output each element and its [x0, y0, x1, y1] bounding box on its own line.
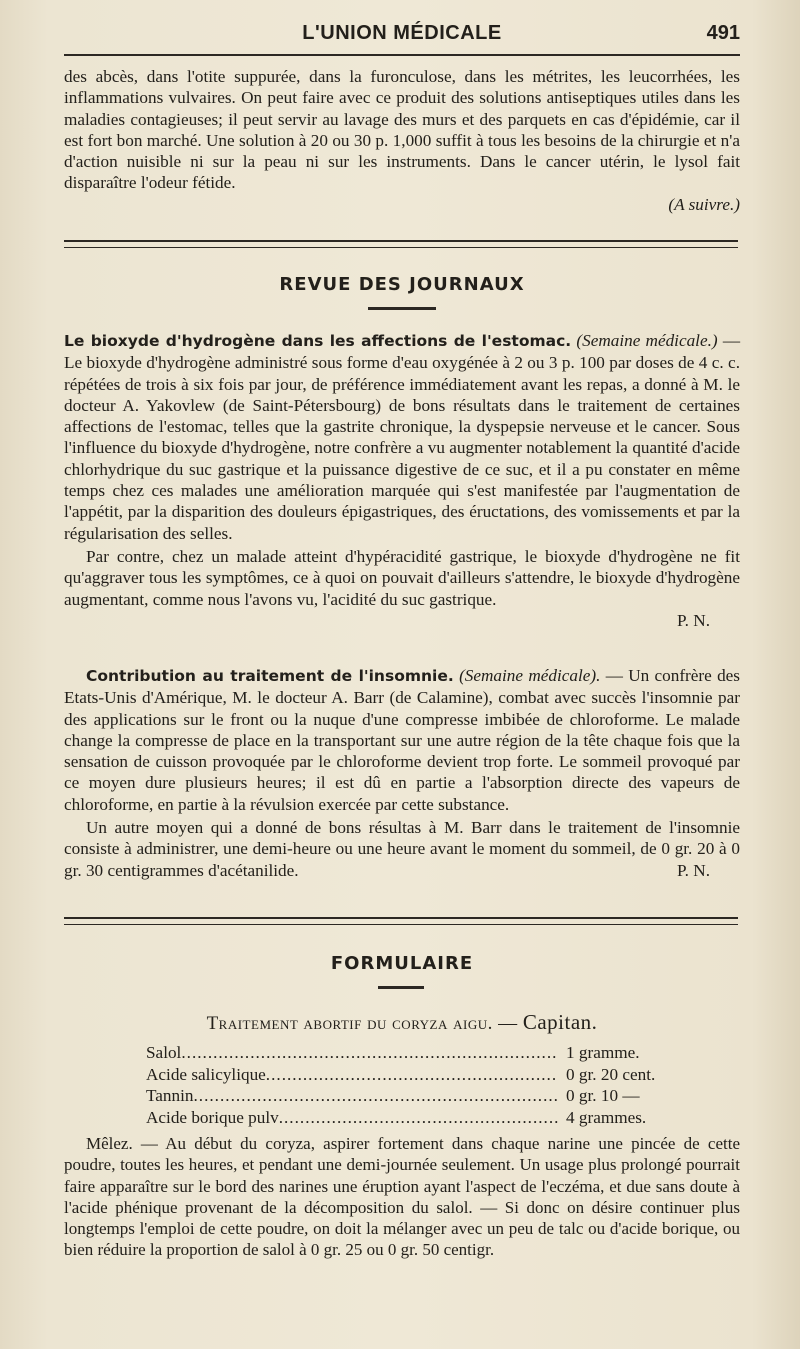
ingredient-list — [146, 1042, 686, 1128]
journal-title: L'UNION MÉDICALE — [302, 22, 502, 44]
article-signature: P. N. — [677, 860, 710, 880]
article-source: (Semaine médicale.) — [576, 331, 718, 350]
recipe-title: Traitement abortif du coryza aigu. — [206, 1013, 493, 1034]
heading-underline — [368, 307, 436, 310]
recipe-author: Capitan. — [522, 1010, 598, 1034]
article-body: — Un confrère des Etats-Unis d'Amérique, M. le docteur A. Barr (de Calamine), combat avec succès l'insomnie par des applications sur le front ou la nuque d'une compresse imbibée de chloroforme. Le malade change la compresse de place en la transportant sur une autre région de la tête chaque fois que la sensation de cuisson provoquée par le chloroforme devient trop forte. Le sommeil provoqué par ce moyen dure plusieurs heures; il est dû en partie a l'absorption directe des vapeurs de chloroforme, en partie à la révulsion exercée par cette substance. — [64, 666, 740, 814]
ingredient-row — [146, 1085, 686, 1107]
article-bioxyde — [64, 330, 740, 631]
header-rule — [64, 54, 740, 56]
article-body: — Le bioxyde d'hydrogène administré sous forme d'eau oxygénée à 2 ou 3 p. 100 par doses de 4 c. c. répétées de trois à six fois par jour, de préférence immédiatement avant les repas, a donné à M. le docteur A. Yakovlew (de Saint-Pétersbourg) de bons résultats dans le traitement de certaines affections de l'estomac, telles que la gastrite chronique, la dyspepsie nerveuse et le cancer. Sous l'influence du bioxyde d'hydrogène, notre confrère a vu augmenter notablement la quantité d'acide chlorhydrique du suc gastrique et la puissance digestive de ce suc, et il a pu constater en même temps chez ces malades une amélioration marquée qui s'est manifestée par l'augmentation de l'appétit, par la disparition des douleurs épigastriques, des éructations, des vomissements et par la régularisation des selles. — [64, 331, 741, 543]
ingredient-name: Tannin — [146, 1086, 194, 1106]
recipe-instructions — [64, 1133, 740, 1261]
title-dash: — — [498, 1013, 518, 1034]
ingredient-row — [146, 1107, 686, 1129]
ingredient-row — [146, 1064, 686, 1086]
recipe-title-line — [64, 1010, 740, 1035]
leader-dots — [279, 1107, 558, 1129]
ingredient-quantity: 0 gr. 20 cent. — [566, 1064, 656, 1084]
leader-dots — [181, 1042, 558, 1064]
formulaire-heading: FORMULAIRE — [330, 953, 474, 974]
continued-note: (A suivre.) — [668, 194, 740, 214]
article-title: Contribution au traitement de l'insomnie. — [86, 667, 454, 685]
section-divider — [64, 240, 738, 248]
ingredient-quantity: 0 gr. 10 — — [566, 1086, 640, 1106]
article-source: (Semaine médicale). — [459, 666, 601, 685]
ingredient-row — [146, 1042, 686, 1064]
ingredient-quantity: 1 gramme. — [566, 1043, 640, 1062]
page-header — [64, 22, 740, 50]
instructions-paragraph: Mêlez. — Au début du coryza, aspirer fortement dans chaque narine une pincée de cette poudre, toutes les heures, et pendant une demi-journée seulement. Un usage plus prolongé pourrait faire apparaître sur le bord des narines une éruption ayant l'aspect de l'eczéma, et due sans doute à l'acide phénique provenant de la décomposition du salol. — Si donc on désire continuer plus longtemps l'emploi de cette poudre, on doit la mélanger avec un peu de talc ou d'acide borique, ou bien réduire la proportion de salol à 0 gr. 25 ou 0 gr. 50 centigr. — [64, 1134, 740, 1260]
leader-dots — [266, 1064, 558, 1086]
revue-heading: REVUE DES JOURNAUX — [279, 274, 525, 295]
ingredient-quantity: 4 grammes. — [566, 1107, 647, 1127]
leader-dots — [193, 1085, 558, 1107]
ingredient-name: Acide salicylique — [146, 1064, 266, 1084]
intro-paragraph: des abcès, dans l'otite suppurée, dans la furonculose, dans les métrites, les leucorrhées, les inflammations vulvaires. On peut faire avec ce produit des solutions antiseptiques utiles dans les maladies contagieuses; il peut servir au lavage des murs et des parquets en cas d'épidémie, car il est fort bon marché. Une solution à 20 ou 30 p. 1,000 suffit à tous les besoins de la chirurgie et n'a d'action nuisible ni sur la peau ni sur les instruments. Dans le cancer utérin, le lysol fait disparaître l'odeur fétide. — [64, 67, 740, 193]
article-signature: P. N. — [677, 610, 710, 630]
page-number: 491 — [706, 22, 740, 44]
heading-underline — [378, 986, 424, 989]
ingredient-name: Salol — [146, 1043, 182, 1062]
intro-section — [64, 66, 740, 215]
section-divider — [64, 917, 738, 925]
article-title: Le bioxyde d'hydrogène dans les affections de l'estomac. — [64, 332, 572, 350]
ingredient-name: Acide borique pulv — [146, 1107, 279, 1127]
article-insomnie — [64, 665, 740, 881]
article-paragraph: Par contre, chez un malade atteint d'hypéracidité gastrique, le bioxyde d'hydrogène ne fit qu'aggraver tous les symptômes, ce à quoi on pouvait d'ailleurs s'attendre, le bioxyde d'hydrogène augmentant, comme nous l'avons vu, l'acidité du suc gastrique. — [64, 546, 740, 609]
article-paragraph: Un autre moyen qui a donné de bons résultas à M. Barr dans le traitement de l'insomnie consiste à administrer, une demi-heure ou une heure avant le moment du sommeil, de 0 gr. 20 à 0 gr. 30 centigrammes d'acétanilide. — [64, 818, 740, 880]
